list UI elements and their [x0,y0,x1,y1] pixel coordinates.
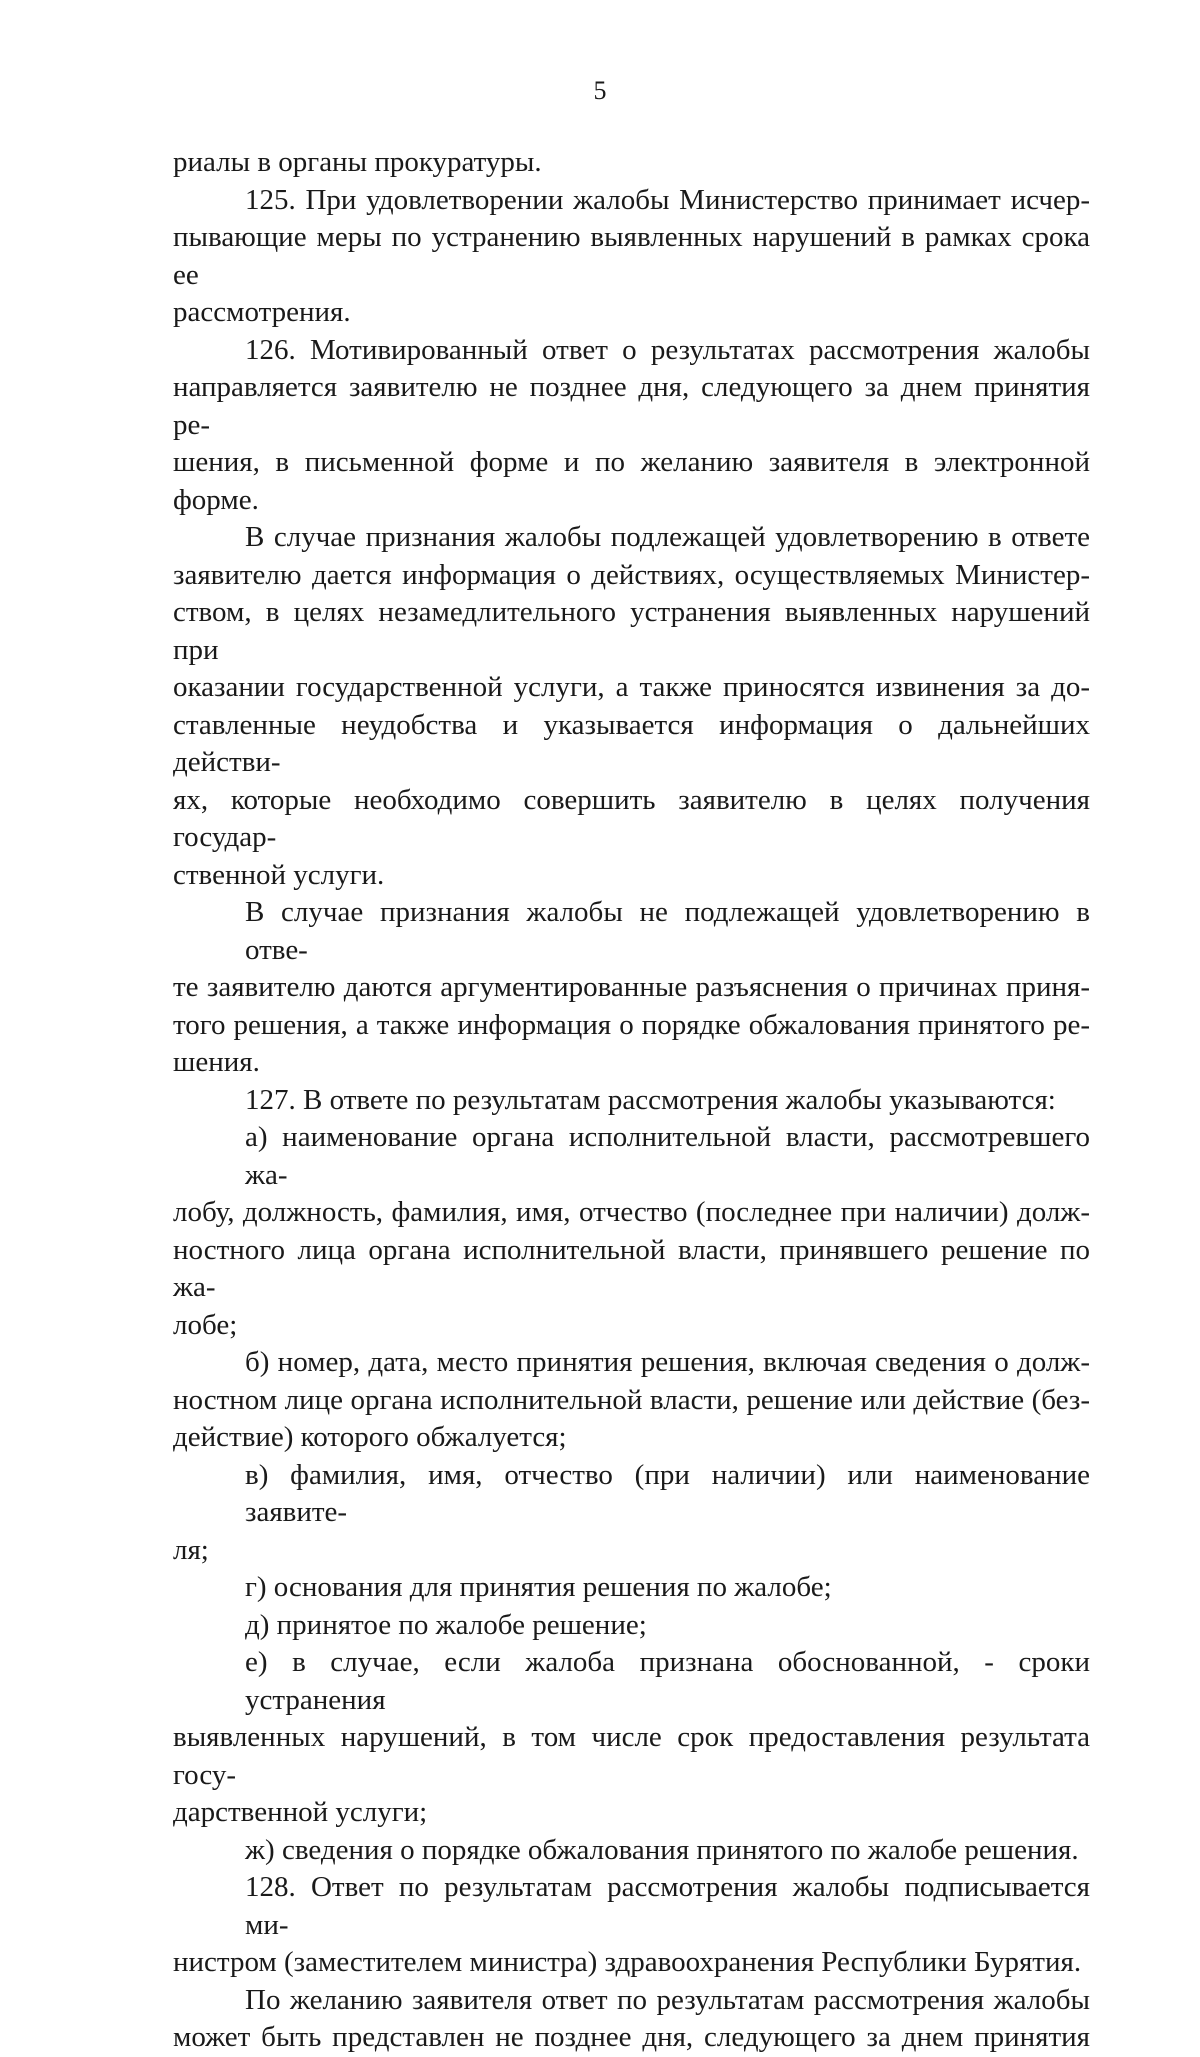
text-line: ностного лица органа исполнительной власти, принявшего решение по жа- [173,1233,1090,1303]
text-line: шения, в письменной форме и по желанию заявителя в электронной форме. [173,446,1090,516]
text-line: 125. При удовлетворении жалобы Министерство принимает исчер- [245,183,1090,216]
text-line: ях, которые необходимо совершить заявителю в целях получения государ- [173,783,1090,853]
text-line: пывающие меры по устранению выявленных нарушений в рамках срока ее [173,221,1090,291]
text-line: заявителю дается информация о действиях, осуществляемых Министер- [173,558,1090,591]
text-line: ностном лице органа исполнительной власти, решение или действие (без- [173,1383,1090,1416]
text-line: В случае признания жалобы подлежащей удовлетворению в ответе [245,521,1090,553]
text-line: нистром (заместителем министра) здравоохранения Республики Бурятия. [173,1946,1082,1978]
text-line: 127. В ответе по результатам рассмотрения жалобы указываются: [245,1083,1056,1116]
text-line: 128. Ответ по результатам рассмотрения жалобы подписывается ми- [245,1871,1090,1941]
text-line: рассмотрения. [173,296,351,328]
text-line: шения. [173,1046,260,1078]
text-line: ж) сведения о порядке обжалования принятого по жалобе решения. [245,1833,1079,1866]
text-line: а) наименование органа исполнительной власти, рассмотревшего жа- [245,1121,1090,1191]
page-number: 5 [593,76,607,105]
text-line: действие) которого обжалуется; [173,1421,567,1453]
document-body [173,144,1090,2057]
text-line: ставленные неудобства и указывается информация о дальнейших действи- [173,708,1090,778]
text-line: может быть представлен не позднее дня, следующего за днем принятия [173,2021,1090,2053]
text-line: того решения, а также информация о порядке обжалования принятого ре- [173,1008,1090,1041]
text-line: По желанию заявителя ответ по результатам рассмотрения жалобы [245,1983,1090,2016]
text-line: д) принятое по жалобе решение; [245,1608,647,1641]
text-line: ством, в целях незамедлительного устранения выявленных нарушений при [173,596,1090,666]
text-line: в) фамилия, имя, отчество (при наличии) или наименование заявите- [245,1458,1090,1528]
text-line: ля; [173,1533,209,1566]
text-line: 126. Мотивированный ответ о результатах рассмотрения жалобы [245,333,1090,366]
text-line: ственной услуги. [173,858,385,891]
text-line: г) основания для принятия решения по жалобе; [245,1571,832,1603]
text-line: те заявителю даются аргументированные разъяснения о причинах приня- [173,971,1090,1003]
text-line: направляется заявителю не позднее дня, следующего за днем принятия ре- [173,371,1090,441]
text-line: б) номер, дата, место принятия решения, включая сведения о долж- [245,1346,1090,1378]
text-line: риалы в органы прокуратуры. [173,146,542,178]
text-line: выявленных нарушений, в том числе срок предоставления результата госу- [173,1721,1090,1791]
text-line: лобе; [173,1308,238,1341]
text-line: лобу, должность, фамилия, имя, отчество (последнее при наличии) долж- [173,1196,1090,1228]
text-line: В случае признания жалобы не подлежащей удовлетворению в отве- [245,896,1090,966]
text-line: е) в случае, если жалоба признана обоснованной, - сроки устранения [245,1646,1090,1716]
text-line: дарственной услуги; [173,1796,428,1828]
text-line: оказании государственной услуги, а также приносятся извинения за до- [173,671,1090,703]
